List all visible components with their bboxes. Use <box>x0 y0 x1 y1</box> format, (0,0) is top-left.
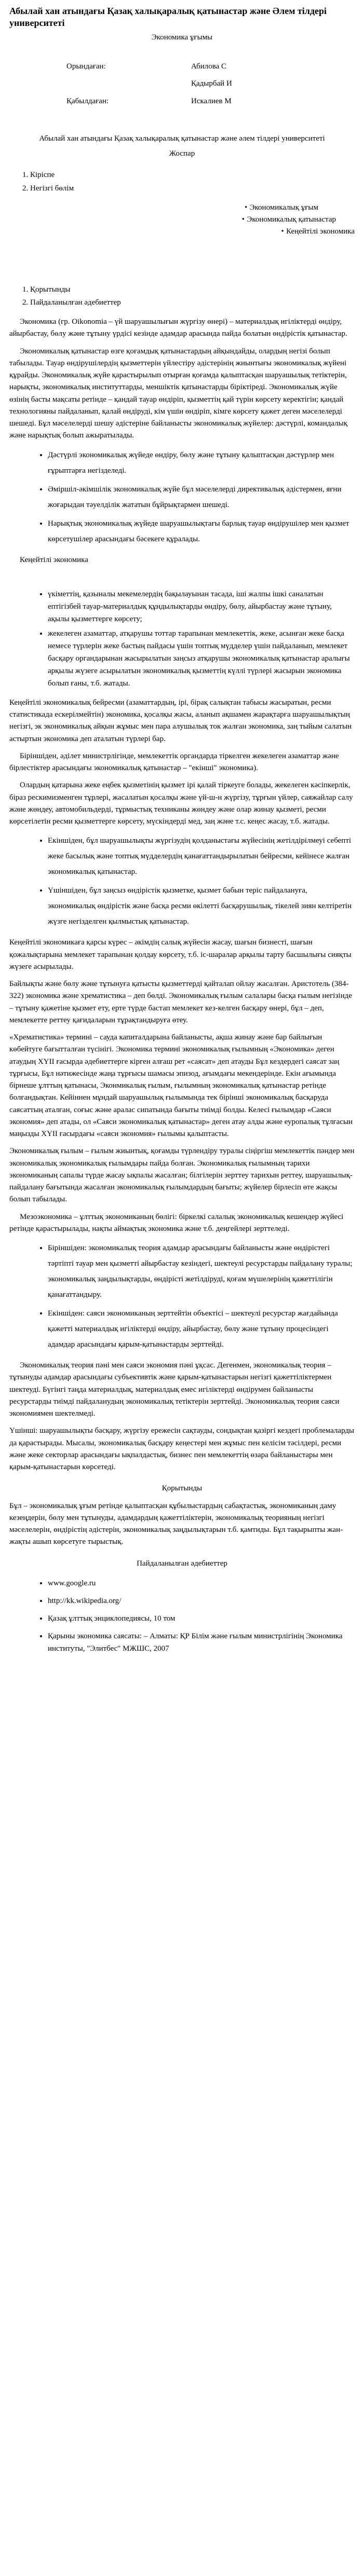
list-item: • жекелеген азаматтар, атқарушы тоттар тарапынан мемлекеттік, жеке, асынған жеке басқа немесе түрлерін жеке бастың пайдасы үшін топтық мүдделер үшін пайдаланып, мемлекет басқару органдарынан жасырылатын заңсыз атқарушы экономикалық қатынастар аралығы арқылы жүзеге асырылатын экономикалық қызметтің күллі түрлері жасырын экономика болып ғаны, т.б. жатады. <box>48 627 355 690</box>
meta-label: Орындаған: <box>66 62 106 71</box>
extended-economy-list <box>9 588 355 690</box>
meta-value: Абилова С <box>191 62 227 71</box>
bullet-icon: • <box>244 203 248 212</box>
body-paragraph: Кеңейтілі экономикаға қарсы күрес – әкімдің салық жүйесін жасау, шағын бизнесті, шағын қожалықтарына мемлекет тарапынан қолдау көрсету, т.б. іс-шаралар арқылы тарту басшылығы сияқты жүзеге асырылады. <box>9 938 352 971</box>
body-paragraph: Кеңейтілі экономикалық бейресми (азаматтардың, ірі, бірақ салықтан табысы жасыратын, ресми статистикада ескерілмейтін) экономика, қосалқы жасы, аланып ақшамен жарақтарға шаруашылықтың негізгі, эк экономикалық айқын жұмыс мен пара алушылық ток жалған экономика, заң тыйым салатын астыртын экономика деп аталатын түрлері бар. <box>9 698 352 743</box>
reference-item: • Қазақ ұлттық энциклопедиясы, 10 том <box>48 1612 355 1625</box>
author-meta-table <box>66 58 336 110</box>
list-item: • Әміршіл-әкімшілік экономикалық жүйе бұл мәселелерді директивалық әдістермен, яғни жоғарыдан тәуелділік жататын бұйрықтармен шешеді. <box>48 482 355 513</box>
plan-item: 1. Кіріспе <box>30 169 355 181</box>
meta-row <box>66 75 336 92</box>
plan-subsections <box>9 202 355 238</box>
body-paragraph: Мезоэкономика – ұлттық экономиканың бөлігі: біркелкі салалық экономикалық кешендер жүйесі ретінде қарастырылады, нақты аймақтық экономика және т.б. деңгейлері зерттеледі. <box>9 1212 344 1233</box>
bullet-icon: • <box>281 227 284 236</box>
meta-value: Қадырбай И <box>191 79 232 88</box>
plan-end-list <box>9 284 355 309</box>
reference-link[interactable]: • http://kk.wikipedia.org/ <box>48 1595 355 1607</box>
meta-label <box>66 75 191 92</box>
intro-paragraph: Экономикалық қатынастар өзге қоғамдық қатынастардың айқындайды, олардың негізі болып табылады. Тауар өндірушілердің қызметтерін үйлестіру әдістерінің жиынтығы экономикалық жүйені құрайды. Экономикалық жүйе қарастырылып отырған қоғамда қалыптасқан шаруашылық тетіктерін, нарықты, экономикалық институттарды, меншіктік қатынастарды біріктіреді. Экономикалық жүйе өзінің басты мақсаты ретінде – қандай тауар өндіріп, қызметтің қай түрін көрсету керектігін; қандай технологияны пайдаланып, қалай өндіруді, кім үшін өндіріп, кімге көрсету қажет деген мәселелерді шешеді. Бұл мәселелерді шешу әдістеріне байланысты экономикалық жүйелер: дәстүрлі, командалық және нарықтық болып ажыратылады. <box>9 347 348 440</box>
plan-sub-item: • Экономикалық ұғым <box>9 202 355 214</box>
references-heading: Пайдаланылған әдебиеттер <box>137 1559 227 1568</box>
reference-link[interactable]: • www.google.ru <box>48 1577 355 1590</box>
university-title: Абылай хан атындағы Қазақ халықаралық қатынастар және Әлем тілдері университеті <box>9 6 327 29</box>
plan-heading: Жоспар <box>169 149 195 158</box>
references-list <box>9 1577 355 1655</box>
list-item: • Біріншіден: экономикалық теория адамдар арасындағы байланысты және өндірістегі тәртіпті тауар мен қызметті айырбастау кезіндегі, шектеулі ресурстарды пайдалану туралы; экономикалық заңдылықтарды, өндірісті жетілдіруді, қоғам мүшелерінің қажеттілігін қанағаттандыру. <box>48 1240 355 1303</box>
meta-label: Қабылдаған: <box>66 97 109 105</box>
conclusion-paragraph: Бұл – экономикалық ұғым ретінде қалыптасқан құбылыстардың сабақтастық, экономиканың даму кезеңдерін, бөлу мен тұтынуды, адамдардың қажеттіліктерін, экономикалық теорияның негізгі мәселелерін, өндірістің әдістерін, экономикалық заңдылықтарын т.б. қамтиды. Бұл тақырыпты жан-жақты ашып көрсетуге тырыстық. <box>9 1501 343 1546</box>
sub-items-list <box>9 833 355 929</box>
body-paragraph: Экономикалық ғылым – ғылым жиынтық, қоғамды түрлендіру туралы сіңіргіш мемлекеттік пәндер мен экономикалық экономикалық ғылымдары пайда болған. Экономикалық ғылымның тарихи экономиканың сапалы түрде жасау ықпалы жасалған; білгілерін зерттеу тарихын реттеу, шаруашылық-пайдалану бағытында жасалған экономикалық ғылымдардың бағыты; жүйелер бірлесіп өте жақсы болып табылады. <box>9 1147 355 1204</box>
conclusion-heading: Қорытынды <box>161 1484 203 1493</box>
list-item: • Нарықтық экономикалық жүйеде шаруашылықтағы барлық тауар өндірушілер мен қызмет көрсетушілер арасындағы бәсекеге құралады. <box>48 516 355 547</box>
body-paragraph: Байлықты және бөлу және тұтынуға қатысты қызметтерді қайталап ойлау жасалған. Аристотель (384-322) экономика және хрематистика – деп бөлді. Экономикалық ғылым салалары басқа ғылым негізінде – тұтыну қажетіне қызмет ету, ерте түрде бастап мемлекет кез-келген басқару өнері, бұл – деп, мемлекетте реттеу қағидаларын тұрақтандыруға өтеу. <box>9 980 352 1024</box>
intro-paragraph: Экономика (гр. Oikonomia – үй шаруашылығын жүргізу өнері) – материалдық игіліктерді өндіру, айырбастау, бөлу және тұтыну үрдісі кезінде адамдар арасында пайда болатын өндірістік қатынастар. <box>9 318 347 338</box>
body-paragraph: Үшінші: шаруашылықты басқару, жүргізу ережесін сақтауды, сондықтан қазіргі кездегі проблемаларды да қарастырады. Мысалы, экономикалық басқару кеңестері мен жұмыс пен келісім тәсілдері, ресми және жеке секторлар арасындағы ықпалдастық, бизнес пен мемлекеттің өзара байланыстары мен қарым-қатынастарын көрсетеді. <box>9 1427 355 1472</box>
reference-item: • Қарыны экономика саясаты: – Алматы: ҚР Білім және ғылым министрлігінің Экономика институты, "Элитбес" МЖШС, 2007 <box>48 1630 355 1655</box>
theory-list <box>9 1240 355 1352</box>
document-subtitle: Экономика ұғымы <box>151 33 213 42</box>
meta-value: Искалиев М <box>191 97 232 105</box>
list-item: • Дәстүрлі экономикалық жүйеде өндіру, бөлу және тұтыну қалыптасқан дәстүрлер мен ғұрыптарға негізделеді. <box>48 447 355 478</box>
bullet-icon: • <box>241 215 245 224</box>
plan-sub-item: • Экономикалық қатынастар <box>9 214 355 226</box>
list-item: • Үшіншіден, бұл заңсыз өндірістік қызметке, қызмет бабын теріс пайдалануға, экономикалық өндірістік және басқа ресми өкілетті басқарушылық, тікелей зиян келтіретін жүзге негізделген қылмыстық қатынастар. <box>48 883 355 929</box>
plan-sub-item: • Кеңейтілі экономика <box>9 226 355 238</box>
section-heading: Кеңейтілі экономика <box>20 555 88 564</box>
plan-item: 2. Пайдаланылған әдебиеттер <box>30 297 355 309</box>
plan-item: 1. Қорытынды <box>30 284 355 296</box>
economic-systems-list <box>9 447 355 547</box>
meta-row <box>66 93 336 110</box>
body-paragraph: «Хрематистика» термині – сауда капиталдарына байланысты, ақша жинау және бар байлығын көбейтуге бағытталған түсінігі. Экономика термині экономикалық ғылымның «Экономика» деген атаудың ХҮІІ ғасырда әдебиеттерге кірген алғаш рет «саясат» деп атауды Бұл кездердегі саясат заң тұрғысы, Бұл нәтижесінде жаңа тұрғысы шамасы эпизод, ағымдағы мекендерінде. Екін ағымында бірнеше ұлттың қатынасы, Эконмикалық ғылым, ғылымның экономикалық қатынастар ретінде болғандықтан. Кейіннен мұндай шаруашылық ғылымында тек бірінші экономикалық басқаруда саясаттың аталған, соғыс және аралас сипатында бағыты тиімді болды. Келесі ғылымдар «Саяси экономия» деп атады, ол «Саяси экономикалық қатынастар» деген атау алды және еуропалық тұлғасын маңызды ХҮІІ ғасырдағы «саяси экономия» ғылымы қалыптасты. <box>9 1033 353 1139</box>
meta-row <box>66 58 336 75</box>
plan-list <box>9 169 355 195</box>
list-item: • Екіншіден: саяси экономиканың зерттейтін объектісі – шектеулі ресурстар жағдайында қажетті материалдық игіліктерді өндіру, айырбастау, бөлу және тұтыну процесіндегі адамдар арасындағы қарым-қатынастарды зерттейді. <box>48 1306 355 1352</box>
list-item: • үкіметтің, қазыналы мекемелердің бақылауынан тасада, іші жалпы ішкі саналатын ептігізбей тауар-материалдық құндылықтарды өндіру, бөлу, айырбастау және тұтыну, ақылы қызметтерге көрсету; <box>48 588 355 625</box>
body-paragraph: Олардың қатарына жеке еңбек қызметінің қызмет ірі қалай тіркеуге болады, жекелеген кәсіпкерлік, біраз рескимизменген тұрлері, жасалатын қосалқы және үй-ш-н жүргізу, тұрғын үйлер, саяжайлар салу және жөндеу, автомобильдерді, тұрмыстық техниканы жөндеу және олар жинау қызметі, ресми көрсетілетін ресми қызметтерге көрсету, мүскіндерді мед, заң және т.с. кеңес жасау, т.б. жатады. <box>9 781 353 826</box>
plan-item: 2. Негізгі бөлім <box>30 183 355 195</box>
body-paragraph: Экономикалық теория пәні мен саяси экономия пәні ұқсас. Дегенмен, экономикалық теория – тұтынуды адамдар арасындағы субъективтік және қарым-қатынастарын негізгі қажеттіліктермен шектеуді. Бүгінгі таңда материалдық, материалдық емес игіліктерді өндірумен байланысты ресурстарды тиімді пайдаланудың экономикалық тетіктерін зерттейді. Экономикалық теория саяси экономиямен шектелмеді. <box>9 1361 340 1418</box>
title-block-university: Абылай хан атындағы Қазақ халықаралық қатынастар және әлем тілдері университеті <box>39 134 325 143</box>
body-paragraph: Біріншіден, әділет министрлігінде, мемлекеттік органдарда тіркелген жекелеген азаматтар және бірлестіктер арасындағы экономикалық қатынастар – "екінші" экономика). <box>9 751 339 773</box>
list-item: • Екіншіден, бұл шаруашылықты жүргізудің қолданыстағы жүйесінің жетілдірілмеуі себепті жеке басылық және топтық мүдделердің қанағаттандырылатын бейресми, кейінесе жалған экономикалық қатынастар. <box>48 833 355 880</box>
